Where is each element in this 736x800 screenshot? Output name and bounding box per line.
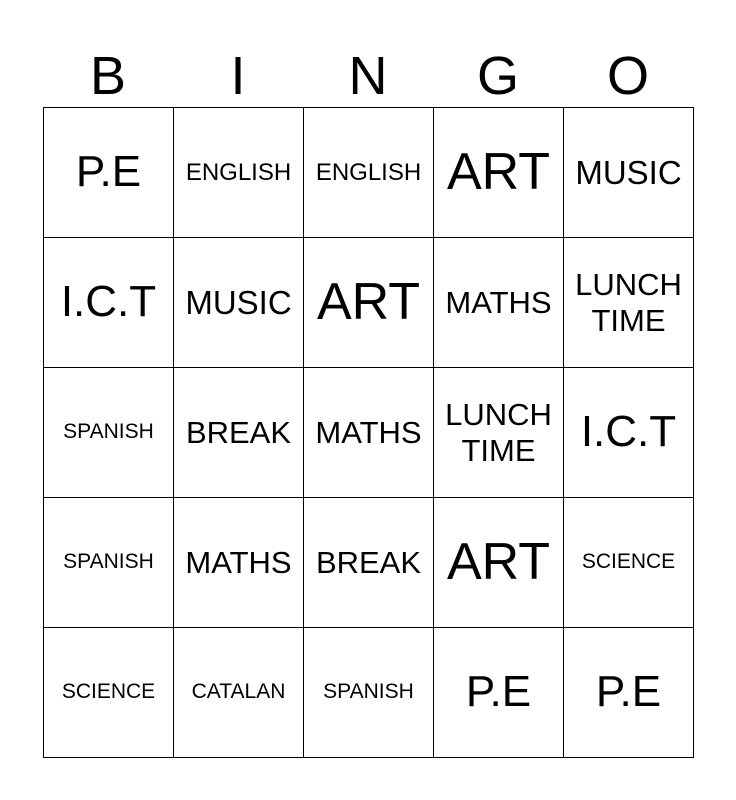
bingo-cell[interactable]: MATHS [174, 498, 304, 628]
header-letter-b: B [89, 46, 127, 106]
bingo-cell[interactable]: P.E [564, 628, 694, 758]
bingo-cell[interactable]: I.C.T [564, 368, 694, 498]
bingo-cell[interactable]: BREAK [304, 498, 434, 628]
bingo-cell[interactable]: SCIENCE [44, 628, 174, 758]
bingo-cell[interactable]: ART [304, 238, 434, 368]
bingo-cell[interactable]: SPANISH [304, 628, 434, 758]
header-letter-g: G [476, 46, 519, 106]
bingo-cell[interactable]: ENGLISH [304, 108, 434, 238]
bingo-cell[interactable]: SPANISH [44, 498, 174, 628]
bingo-cell[interactable]: SPANISH [44, 368, 174, 498]
bingo-cell[interactable]: ENGLISH [174, 108, 304, 238]
header-letter-n: N [348, 46, 388, 106]
bingo-cell[interactable]: I.C.T [44, 238, 174, 368]
bingo-cell[interactable]: BREAK [174, 368, 304, 498]
bingo-cell[interactable]: LUNCH TIME [564, 238, 694, 368]
header-letter-o: O [606, 46, 649, 106]
bingo-cell[interactable]: P.E [44, 108, 174, 238]
bingo-cell[interactable]: LUNCH TIME [434, 368, 564, 498]
bingo-cell[interactable]: SCIENCE [564, 498, 694, 628]
bingo-card [43, 107, 694, 758]
bingo-cell[interactable]: MUSIC [564, 108, 694, 238]
bingo-cell[interactable]: MUSIC [174, 238, 304, 368]
bingo-cell[interactable]: CATALAN [174, 628, 304, 758]
bingo-cell[interactable]: ART [434, 108, 564, 238]
bingo-cell[interactable]: MATHS [434, 238, 564, 368]
bingo-cell[interactable]: ART [434, 498, 564, 628]
bingo-header [43, 44, 693, 108]
bingo-cell[interactable]: MATHS [304, 368, 434, 498]
bingo-cell[interactable]: P.E [434, 628, 564, 758]
header-letter-i: I [230, 46, 246, 106]
